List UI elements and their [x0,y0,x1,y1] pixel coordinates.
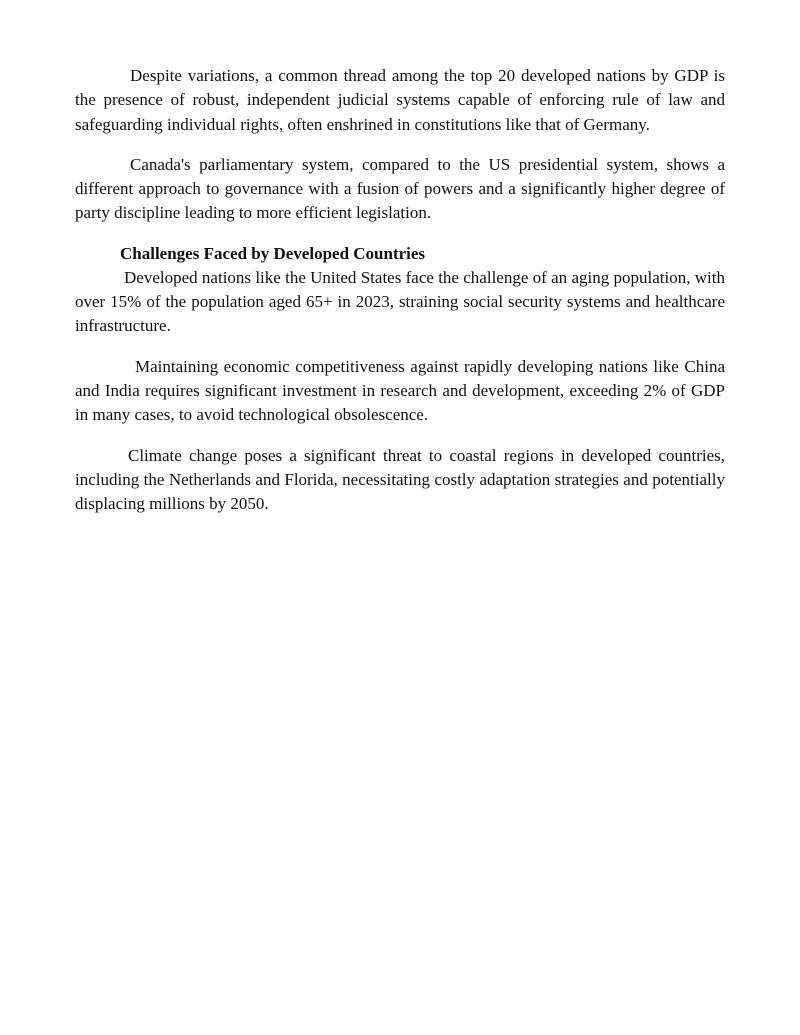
paragraph-aging-population: Developed nations like the United States face the challenge of an aging population, with over 15% of the population aged 65+ in 2023, straining social security systems and healthcare infrastructure. [75,267,725,336]
paragraph-economic-competitiveness: Maintaining economic competitiveness against rapidly developing nations like China and India requires significant investment in research and development, exceeding 2% of GDP in many cases, to avoid technological obsolescence. [75,356,725,425]
section-heading: Challenges Faced by Developed Countries [120,243,426,263]
document-page [75,64,725,516]
paragraph-canada-parliament: Canada's parliamentary system, compared to the US presidential system, shows a different approach to governance with a fusion of powers and a significantly higher degree of party discipline leading to more efficient legislation. [75,154,725,223]
paragraph-climate-change: Climate change poses a significant threat to coastal regions in developed countries, including the Netherlands and Florida, necessitating costly adaptation strategies and potentially displacing millions by 2050. [75,445,725,514]
paragraph-judicial-systems: Despite variations, a common thread among the top 20 developed nations by GDP is the presence of robust, independent judicial systems capable of enforcing rule of law and safeguarding individual rights, often enshrined in constitutions like that of Germany. [75,66,725,134]
